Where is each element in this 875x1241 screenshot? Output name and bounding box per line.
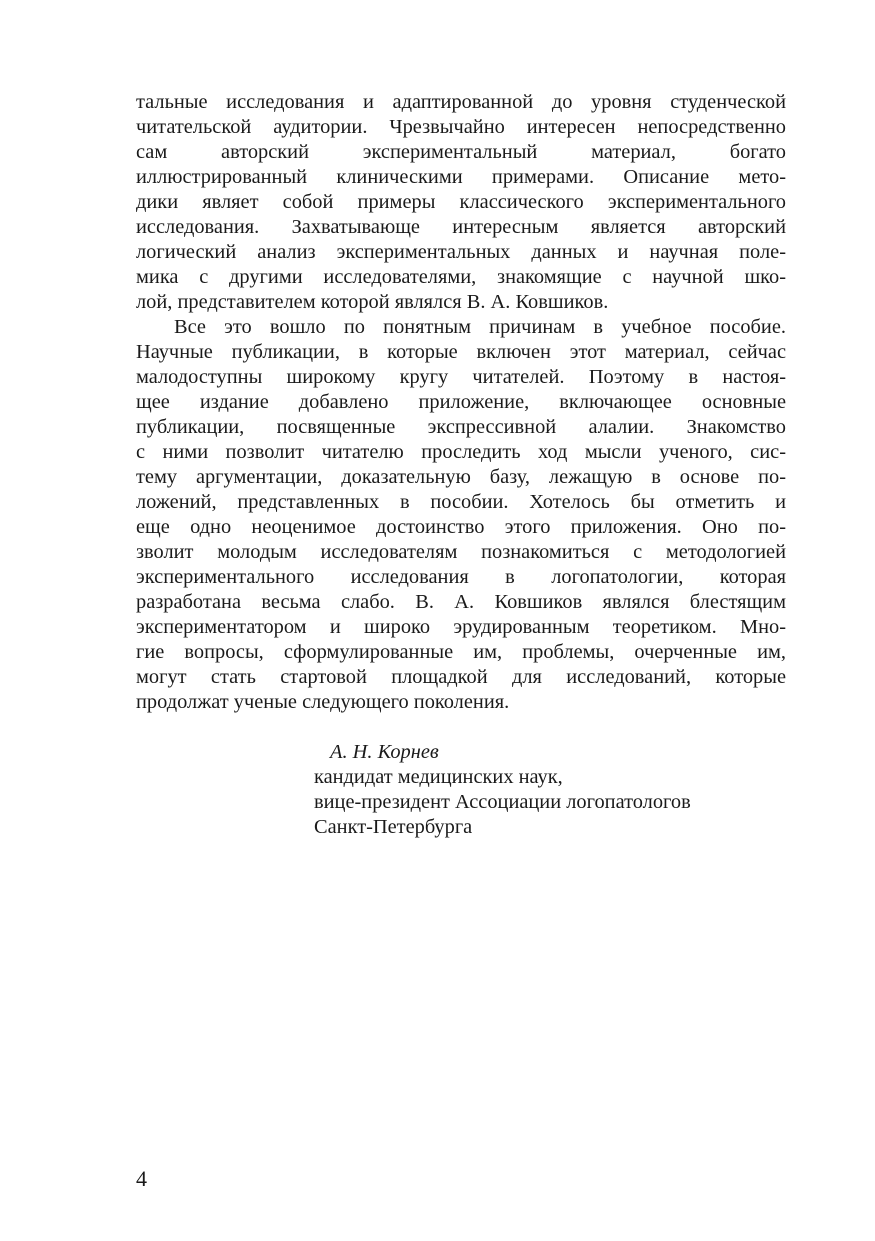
text-line: с ними позволит читателю проследить ход мысли ученого, сис- [136, 441, 786, 463]
text-line: лой, представителем которой являлся В. А. Ковшиков. [136, 291, 609, 313]
text-line: тему аргументации, доказательную базу, лежащую в основе по- [136, 466, 786, 488]
text-line: исследования. Захватывающе интересным является авторский [136, 216, 786, 238]
text-line: разработана весьма слабо. В. А. Ковшиков являлся блестящим [136, 591, 786, 613]
text-line: логический анализ экспериментальных данных и научная поле- [136, 241, 786, 263]
text-line: публикации, посвященные экспрессивной алалии. Знакомство [136, 416, 786, 438]
text-line: мика с другими исследователями, знакомящие с научной шко- [136, 266, 786, 288]
text-line: Все это вошло по понятным причинам в учебное пособие. [174, 316, 786, 338]
text-line: экспериментатором и широко эрудированным теоретиком. Мно- [136, 616, 786, 638]
text-line: продолжат ученые следующего поколения. [136, 691, 510, 713]
text-line: сам авторский экспериментальный материал, богато [136, 141, 786, 163]
text-line: могут стать стартовой площадкой для исследований, которые [136, 666, 786, 688]
author-title-line: вице-президент Ассоциации логопатологов [314, 791, 691, 813]
text-line: Научные публикации, в которые включен этот материал, сейчас [136, 341, 786, 363]
text-line: гие вопросы, сформулированные им, проблемы, очерченные им, [136, 641, 786, 663]
paragraph-1 [136, 90, 786, 315]
text-line: еще одно неоценимое достоинство этого приложения. Оно по- [136, 516, 786, 538]
signature-block [314, 740, 691, 840]
text-line: щее издание добавлено приложение, включающее основные [136, 391, 786, 413]
text-line: иллюстрированный клиническими примерами. Описание мето- [136, 166, 786, 188]
body-text [136, 90, 786, 715]
author-title-line: кандидат медицинских наук, [314, 766, 563, 788]
text-line: малодоступны широкому кругу читателей. Поэтому в настоя- [136, 366, 786, 388]
paragraph-2 [136, 315, 786, 715]
author-title-line: Санкт-Петербурга [314, 816, 473, 838]
text-line: экспериментального исследования в логопатологии, которая [136, 566, 786, 588]
author-name: А. Н. Корнев [330, 741, 439, 763]
text-line: тальные исследования и адаптированной до уровня студенческой [136, 91, 786, 113]
text-line: дики являет собой примеры классического экспериментального [136, 191, 786, 213]
page-number: 4 [136, 1166, 147, 1191]
text-line: ложений, представленных в пособии. Хотелось бы отметить и [136, 491, 786, 513]
text-line: зволит молодым исследователям познакомиться с методологией [136, 541, 786, 563]
text-line: читательской аудитории. Чрезвычайно интересен непосредственно [136, 116, 786, 138]
